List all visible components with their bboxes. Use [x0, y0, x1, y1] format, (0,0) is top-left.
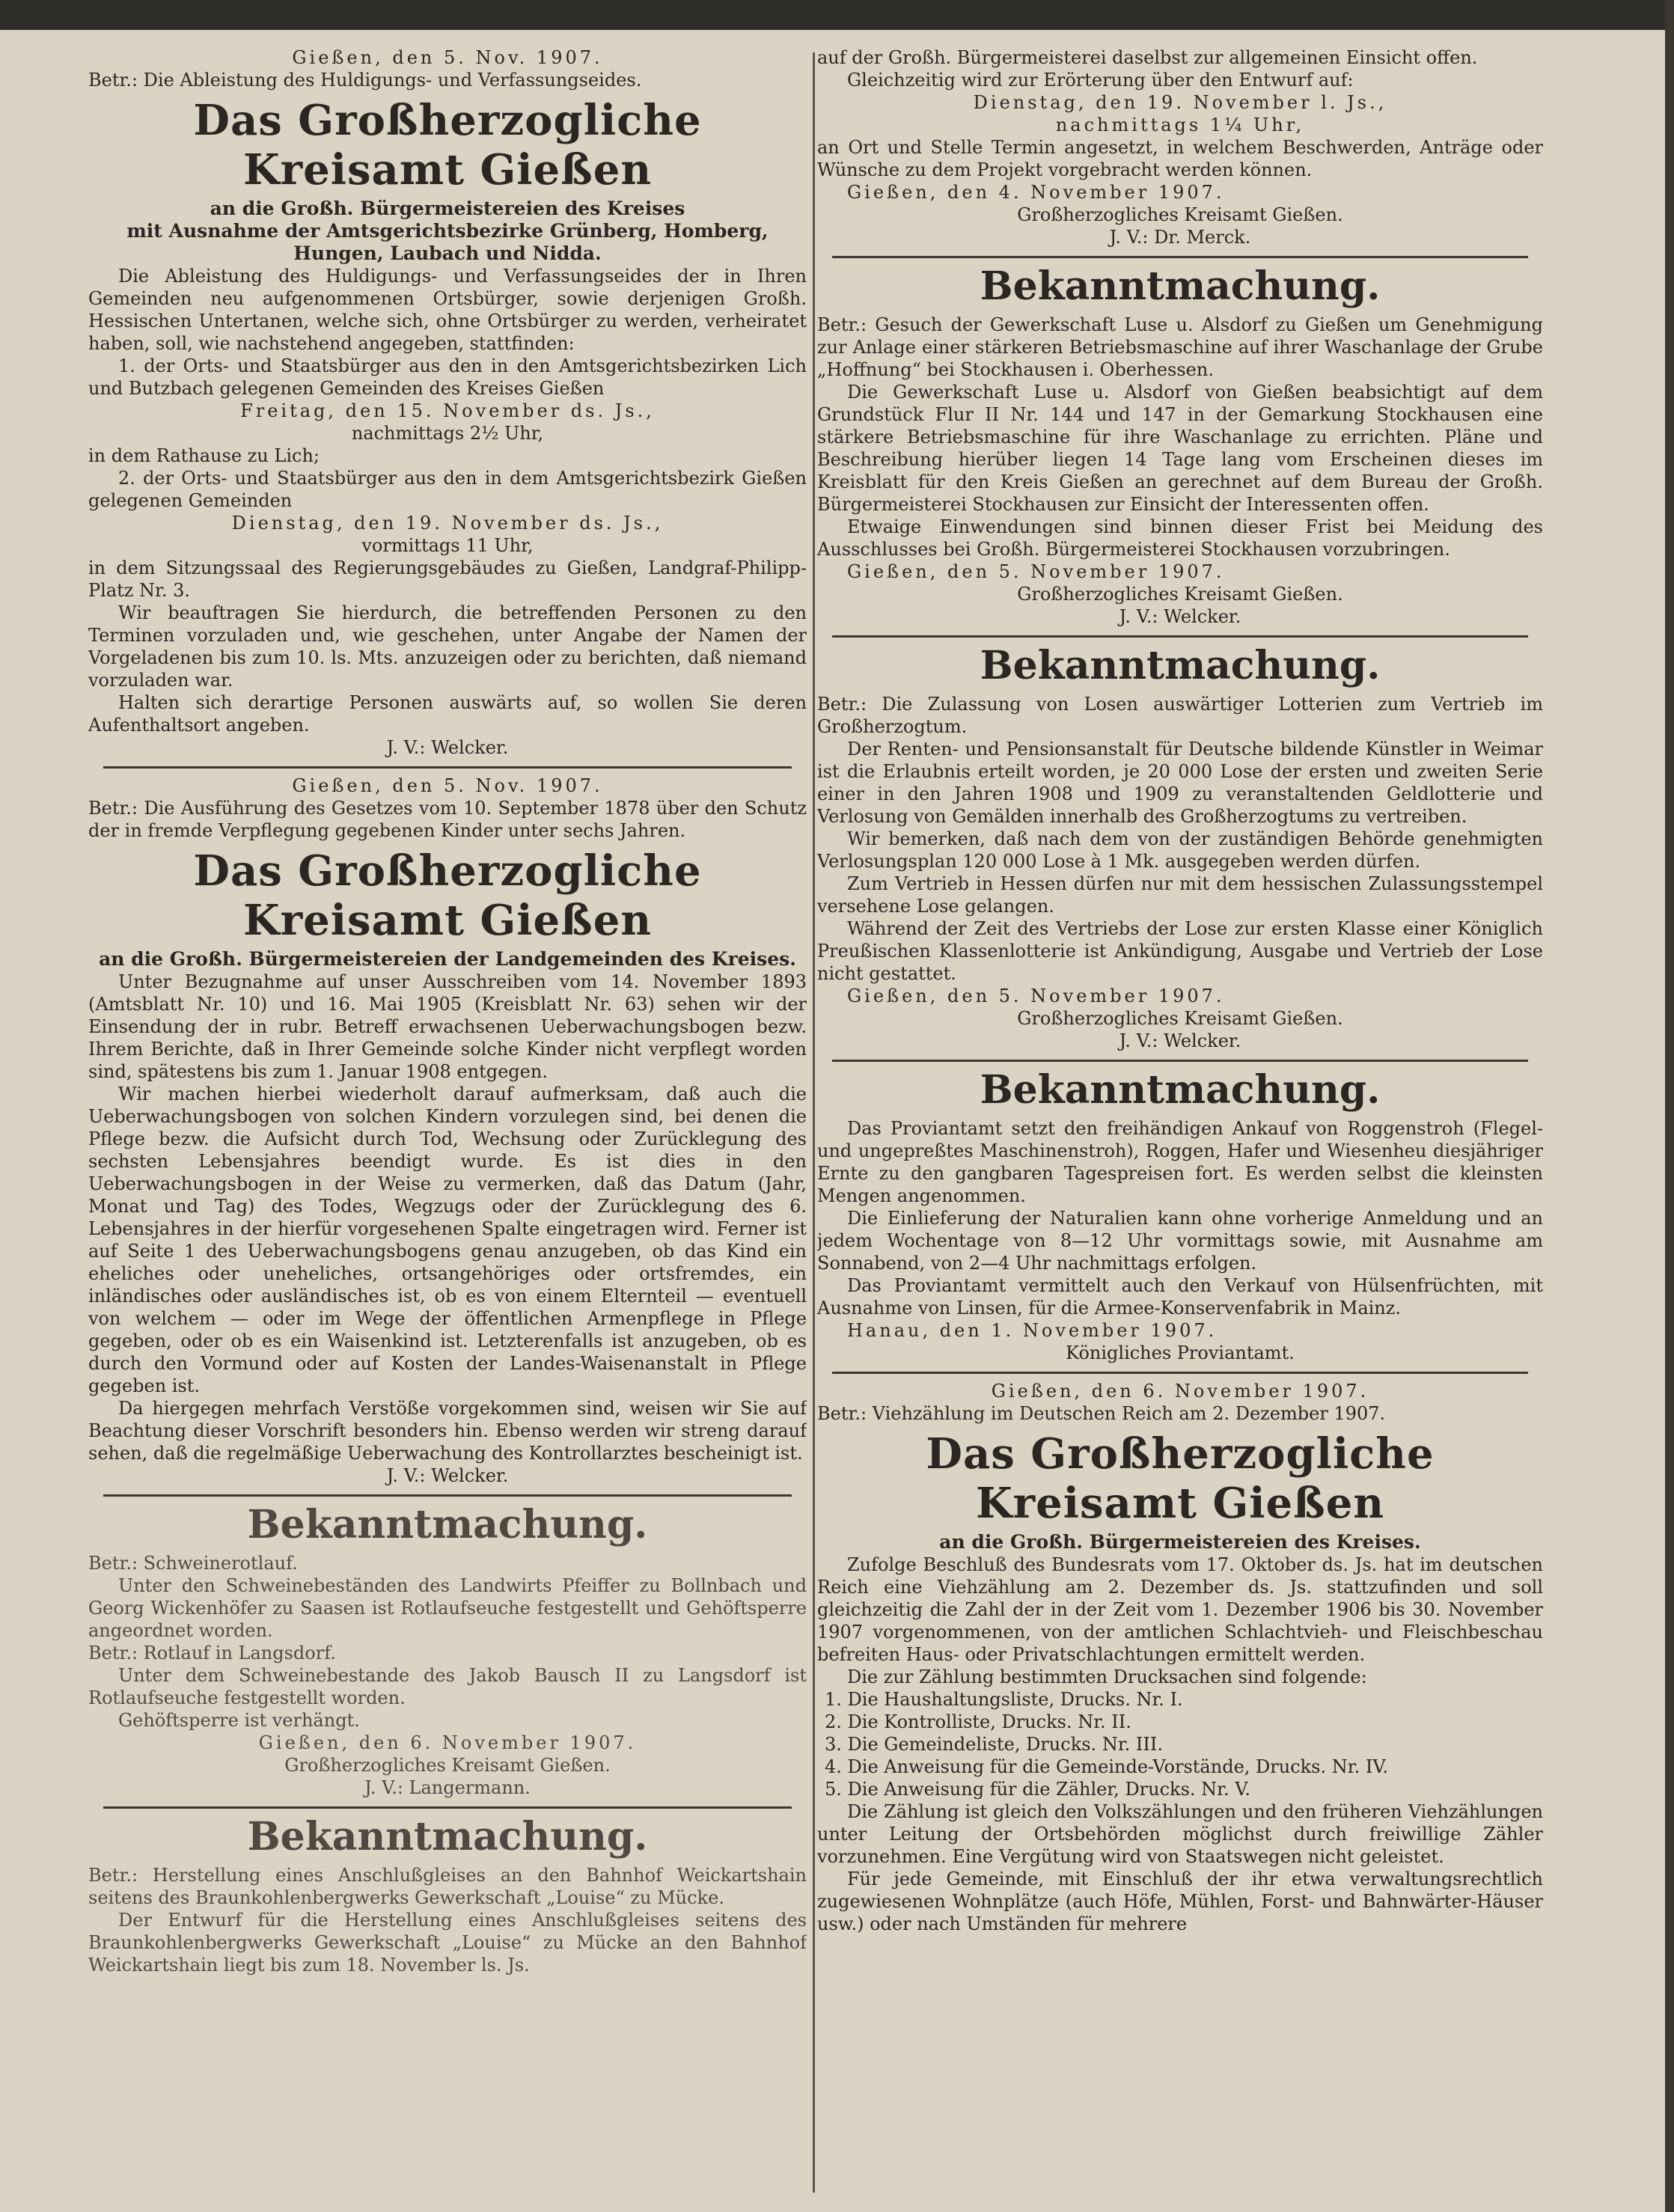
dateline: Gießen, den 6. November 1907.	[991, 1381, 1369, 1402]
paragraph: Der Entwurf für die Herstellung eines Anschlußgleises seitens des Braunkohlenbergwerks Gewerkschaft „Louise“ zu Mücke an den Bahnhof Weickartshain liegt bis zum 18. November ls. Js.	[88, 1910, 807, 1976]
paragraph: Gehöftsperre ist verhängt.	[118, 1710, 360, 1731]
appointment-time: nachmittags 1¼ Uhr,	[1055, 114, 1305, 135]
appointment-date: Dienstag, den 19. November ds. Js.,	[231, 513, 664, 534]
betreff: Betr.: Die Ausführung des Gesetzes vom 10. September 1878 über den Schutz der in fremde Verpflegung gegebenen Kinder unter sechs Jahren.	[88, 798, 807, 841]
office-name: Großherzogliches Kreisamt Gießen.	[1017, 1008, 1343, 1029]
addressee: an die Großh. Bürgermeistereien des Kreises	[210, 198, 685, 219]
section-rule	[832, 256, 1528, 258]
betreff: Betr.: Gesuch der Gewerkschaft Luse u. Alsdorf zu Gießen um Genehmigung zur Anlage einer stärkeren Betriebsmaschine auf ihrer Waschanlage der Grube „Hoffnung“ bei Stockhausen i. Oberhessen.	[817, 314, 1543, 380]
list-item: 1. Die Haushaltungsliste, Drucks. Nr. I.	[825, 1689, 1183, 1710]
paragraph: Halten sich derartige Personen auswärts auf, so wollen Sie deren Aufenthaltsort angeben.	[88, 692, 807, 736]
paragraph: Gleichzeitig wird zur Erörterung über den Entwurf auf:	[847, 70, 1354, 91]
section-rule	[103, 766, 792, 769]
left-column	[88, 46, 807, 2187]
scan-edge-right	[1665, 0, 1674, 2212]
list-item: 1. der Orts- und Staatsbürger aus den in den Amtsgerichtsbezirken Lich und Butzbach gelegenen Gemeinden des Kreises Gießen	[88, 355, 807, 399]
paragraph: Die Einlieferung der Naturalien kann ohne vorherige Anmeldung und an jedem Wochentage von 8—12 Uhr vormittags sowie, mit Ausnahme am Sonnabend, von 2—4 Uhr nachmittags erfolgen.	[817, 1208, 1543, 1274]
signature: J. V.: Welcker.	[1119, 1030, 1241, 1051]
appointment-time: nachmittags 2½ Uhr,	[351, 423, 544, 444]
notice-anschlussgleis	[88, 1815, 807, 1976]
dateline: Gießen, den 4. November 1907.	[847, 182, 1225, 203]
dateline: Gießen, den 6. November 1907.	[258, 1732, 637, 1753]
list-item: 4. Die Anweisung für die Gemeinde-Vorstände, Drucks. Nr. IV.	[825, 1756, 1389, 1777]
paragraph: Das Proviantamt setzt den freihändigen Ankauf von Roggenstroh (Flegel- und ungepreßtes Maschinenstroh), Roggen, Hafer und Wiesenheu diesjähriger Ernte zu den gangbaren Tagespreisen fort. Es werden selbst die kleinsten Mengen angenommen.	[817, 1118, 1543, 1206]
dateline: Gießen, den 5. Nov. 1907.	[292, 775, 603, 796]
office-name: Großherzogliches Kreisamt Gießen.	[1017, 204, 1343, 225]
notice-betriebsmaschine	[817, 264, 1543, 628]
notice-anschlussgleis-continued	[817, 46, 1543, 248]
addressee-exception: mit Ausnahme der Amtsgerichtsbezirke Grünberg, Homberg, Hungen, Laubach und Nidda.	[126, 220, 769, 264]
notice-heading: Bekanntmachung.	[980, 263, 1381, 309]
paragraph: Die Zählung ist gleich den Volkszählungen und den früheren Viehzählungen unter Leitung der Ortsbehörden möglichst durch freiwillige Zähler vorzunehmen. Eine Vergütung wird von Staatswegen nicht geleistet.	[817, 1801, 1543, 1867]
notice-heading: Bekanntmachung.	[247, 1502, 648, 1548]
appointment-place: in dem Rathause zu Lich;	[88, 445, 320, 466]
paragraph: Für jede Gemeinde, mit Einschluß der ihr etwa verwaltungsrechtlich zugewiesenen Wohnplätze (auch Höfe, Mühlen, Forst- und Bahnwärter-Häuser usw.) oder nach Umständen für mehrere	[817, 1869, 1543, 1934]
list-item: 2. Die Kontrolliste, Drucks. Nr. II.	[825, 1711, 1131, 1732]
notice-heading: Bekanntmachung.	[980, 1067, 1381, 1113]
section-rule	[103, 1494, 792, 1497]
paragraph: Wir beauftragen Sie hierdurch, die betreffenden Personen zu den Terminen vorzuladen und, wie geschehen, unter Angabe der Namen der Vorgeladenen bis zum 10. ls. Mts. anzuzeigen oder zu berichten, daß niemand vorzuladen war.	[88, 602, 807, 691]
paragraph: Unter den Schweinebeständen des Landwirts Pfeiffer zu Bollnbach und Georg Wickenhöfer zu Saasen ist Rotlaufseuche festgestellt und Gehöftsperre angeordnet worden.	[88, 1575, 807, 1641]
paragraph: Die Gewerkschaft Luse u. Alsdorf von Gießen beabsichtigt auf dem Grundstück Flur II Nr. 144 und 147 in der Gemarkung Stockhausen eine stärkere Betriebsmaschine für ihre Waschanlage zu errichten. Pläne und Beschreibung hierüber liegen 14 Tage lang vom Erscheinen dieses im Kreisblatt für den Kreis Gießen an gerechnet auf dem Bureau der Großh. Bürgermeisterei Stockhausen zur Einsicht der Interessenten offen.	[817, 382, 1543, 515]
section-rule	[832, 635, 1528, 638]
paragraph: Zufolge Beschluß des Bundesrats vom 17. Oktober ds. Js. hat im deutschen Reich eine Viehzählung am 2. Dezember ds. Js. stattzufinden und soll gleichzeitig die Zahl der in der Zeit vom 1. Dezember 1906 bis 30. November 1907 vorgenommenen, von der amtlichen Schlachtvieh- und Fleischbeschau befreiten Haus- oder Privatschlachtungen ermittelt werden.	[817, 1554, 1543, 1665]
notice-heading: Das Großherzogliche Kreisamt Gießen	[193, 96, 702, 195]
notice-proviantamt	[817, 1068, 1543, 1364]
notice-lotterie	[817, 644, 1543, 1052]
office-name: Großherzogliches Kreisamt Gießen.	[284, 1755, 611, 1776]
office-name: Großherzogliches Kreisamt Gießen.	[1017, 584, 1343, 605]
notice-viehzaehlung	[817, 1380, 1543, 1935]
betreff: Betr.: Herstellung eines Anschlußgleises an den Bahnhof Weickartshain seitens des Braunkohlenbergwerks Gewerkschaft „Louise“ zu Mücke.	[88, 1865, 807, 1908]
appointment-date: Dienstag, den 19. November l. Js.,	[973, 92, 1387, 113]
list-item: 5. Die Anweisung für die Zähler, Drucks. Nr. V.	[825, 1779, 1251, 1800]
notice-heading: Das Großherzogliche Kreisamt Gießen	[926, 1429, 1435, 1528]
notice-pflegekinder	[88, 774, 807, 1487]
notice-heading: Bekanntmachung.	[980, 643, 1381, 688]
section-rule	[103, 1806, 792, 1809]
appointment-place: in dem Sitzungssaal des Regierungsgebäudes zu Gießen, Landgraf-Philipp-Platz Nr. 3.	[88, 557, 807, 601]
betreff: Betr.: Schweinerotlauf.	[88, 1553, 298, 1574]
paragraph: Die Ableistung des Huldigungs- und Verfassungseides der in Ihren Gemeinden neu aufgenommenen Ortsbürger, sowie derjenigen Großh. Hessischen Untertanen, welche sich, ohne Ortsbürger zu werden, verheiratet haben, soll, wie nachstehend angegeben, stattfinden:	[88, 266, 807, 354]
paragraph: Wir machen hierbei wiederholt darauf aufmerksam, daß auch die Ueberwachungsbogen von solchen Kindern vorzulegen sind, bei denen die Pflege bezw. die Aufsicht durch Tod, Wechsung oder Zurücklegung des sechsten Lebensjahres beendigt wurde. Es ist dies in den Ueberwachungsbogen in der Weise zu vermerken, daß das Datum (Jahr, Monat und Tag) des Todes, Wegzugs oder der Zurücklegung des 6. Lebensjahres in der hierfür vorgesehenen Spalte eingetragen wird. Ferner ist auf Seite 1 des Ueberwachungsbogens genau anzugeben, ob das Kind ein eheliches oder uneheliches, ortsangehöriges oder ortsfremdes, ein inländisches oder ausländisches ist, ob es von einem Elternteil — eventuell von welchem — oder im Wege der öffentlichen Armenpflege in Pflege gegeben, oder ob es ein Waisenkind ist. Letzterenfalls ist anzugeben, ob es durch den Vormund oder auf Kosten der Landes-Waisenanstalt in Pflege gegeben ist.	[88, 1084, 807, 1396]
addressee: an die Großh. Bürgermeistereien der Landgemeinden des Kreises.	[99, 948, 796, 970]
betreff: Betr.: Rotlauf in Langsdorf.	[88, 1643, 336, 1663]
list-item: 3. Die Gemeindeliste, Drucks. Nr. III.	[825, 1734, 1163, 1755]
paragraph: Der Renten- und Pensionsanstalt für Deutsche bildende Künstler in Weimar ist die Erlaubnis erteilt worden, je 20 000 Lose der ersten und zweiten Serie einer in den Jahren 1908 und 1909 zu veranstaltenden Geldlotterie und Verlosung von Gemälden innerhalb des Großherzogtums zu vertreiben.	[817, 739, 1543, 827]
office-name: Königliches Proviantamt.	[1066, 1342, 1295, 1363]
column-divider	[813, 52, 815, 2193]
paragraph: Während der Zeit des Vertriebs der Lose zur ersten Klasse einer Königlich Preußischen Klassenlotterie ist Ankündigung, Ausgabe und Vertrieb der Lose nicht gestattet.	[817, 918, 1543, 984]
scan-edge-top	[0, 0, 1674, 30]
signature: J. V.: Dr. Merck.	[1109, 227, 1251, 248]
signature: J. V.: Welcker.	[1119, 606, 1241, 627]
paragraph: Etwaige Einwendungen sind binnen dieser Frist bei Meidung des Ausschlusses bei Großh. Bürgermeisterei Stockhausen vorzubringen.	[817, 516, 1543, 560]
dateline: Gießen, den 5. November 1907.	[847, 561, 1225, 582]
paragraph: Das Proviantamt vermittelt auch den Verkauf von Hülsenfrüchten, mit Ausnahme von Linsen, für die Armee-Konservenfabrik in Mainz.	[817, 1275, 1543, 1319]
paragraph: auf der Großh. Bürgermeisterei daselbst zur allgemeinen Einsicht offen.	[817, 47, 1478, 68]
paragraph: Da hiergegen mehrfach Verstöße vorgekommen sind, weisen wir Sie auf Beachtung dieser Vorschrift besonders hin. Ebenso werden wir streng darauf sehen, daß die regelmäßige Ueberwachung des Kontrollarztes bescheinigt ist.	[88, 1398, 807, 1464]
paragraph: Unter Bezugnahme auf unser Ausschreiben vom 14. November 1893 (Amtsblatt Nr. 10) und 16. Mai 1905 (Kreisblatt Nr. 63) sehen wir der Einsendung der in rubr. Betreff erwachsenen Ueberwachungsbogen bezw. Ihrem Berichte, daß in Ihrer Gemeinde solche Kinder nicht verpflegt worden sind, spätestens bis zum 1. Januar 1908 entgegen.	[88, 971, 807, 1082]
notice-huldigungseid	[88, 46, 807, 759]
appointment-date: Freitag, den 15. November ds. Js.,	[240, 400, 655, 421]
appointment-time: vormittags 11 Uhr,	[361, 535, 534, 556]
signature: J. V.: Langermann.	[364, 1777, 531, 1798]
paragraph: an Ort und Stelle Termin angesetzt, in welchem Beschwerden, Anträge oder Wünsche zu dem Projekt vorgebracht werden können.	[817, 137, 1543, 180]
notice-heading: Das Großherzogliche Kreisamt Gießen	[193, 846, 702, 945]
list-item: 2. der Orts- und Staatsbürger aus den in dem Amtsgerichtsbezirk Gießen gelegenen Gemeinden	[88, 468, 807, 511]
paragraph: Die zur Zählung bestimmten Drucksachen sind folgende:	[847, 1666, 1367, 1687]
paragraph: Unter dem Schweinebestande des Jakob Bausch II zu Langsdorf ist Rotlaufseuche festgestellt worden.	[88, 1665, 807, 1708]
addressee: an die Großh. Bürgermeistereien des Kreises.	[939, 1531, 1421, 1553]
paragraph: Zum Vertrieb in Hessen dürfen nur mit dem hessischen Zulassungsstempel versehene Lose gelangen.	[817, 873, 1543, 917]
signature: J. V.: Welcker.	[386, 737, 509, 758]
dateline: Hanau, den 1. November 1907.	[847, 1320, 1218, 1341]
section-rule	[832, 1060, 1528, 1062]
betreff: Betr.: Die Ableistung des Huldigungs- und Verfassungseides.	[88, 70, 642, 91]
betreff: Betr.: Die Zulassung von Losen auswärtiger Lotterien zum Vertrieb im Großherzogtum.	[817, 694, 1543, 737]
dateline: Gießen, den 5. Nov. 1907.	[292, 47, 603, 68]
signature: J. V.: Welcker.	[386, 1465, 509, 1486]
paragraph: Wir bemerken, daß nach dem von der zuständigen Behörde genehmigten Verlosungsplan 120 000 Lose à 1 Mk. ausgegeben werden dürfen.	[817, 828, 1543, 872]
dateline: Gießen, den 5. November 1907.	[847, 986, 1225, 1006]
betreff: Betr.: Viehzählung im Deutschen Reich am 2. Dezember 1907.	[817, 1403, 1386, 1424]
notice-heading: Bekanntmachung.	[247, 1814, 648, 1860]
right-column	[817, 46, 1543, 2187]
section-rule	[832, 1372, 1528, 1374]
notice-rotlauf	[88, 1503, 807, 1799]
